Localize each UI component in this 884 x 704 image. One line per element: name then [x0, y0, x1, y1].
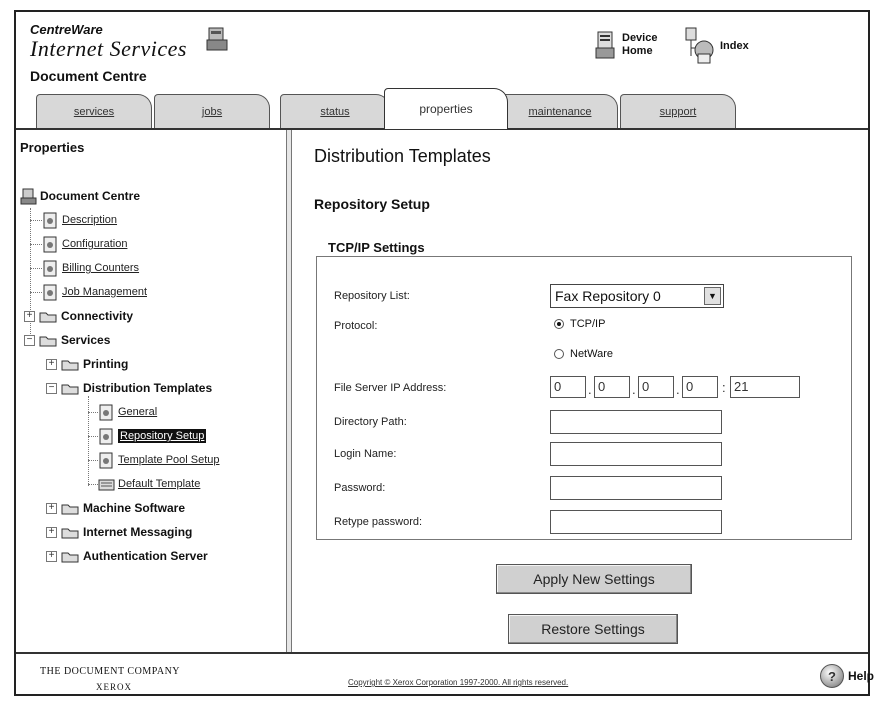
tree-item-connectivity[interactable]: + Connectivity: [24, 306, 133, 326]
collapse-icon[interactable]: −: [24, 335, 35, 346]
tree-item-default-template[interactable]: Default Template: [98, 474, 200, 494]
page-icon: [42, 260, 59, 277]
repository-list-label: Repository List:: [334, 290, 410, 302]
tree-item-printing[interactable]: + Printing: [46, 354, 128, 374]
device-icon: [20, 188, 37, 205]
help-icon: ?: [820, 664, 844, 688]
device-home-link[interactable]: [594, 30, 657, 60]
properties-tree: [16, 130, 286, 650]
protocol-label: Protocol:: [334, 320, 378, 332]
directory-path-field[interactable]: [550, 410, 722, 434]
tree-title: Properties: [20, 140, 85, 155]
tree-root[interactable]: [20, 186, 140, 206]
group-title: TCP/IP Settings: [324, 240, 429, 255]
tree-item-machine-software[interactable]: + Machine Software: [46, 498, 185, 518]
index-link[interactable]: [684, 26, 749, 66]
page-icon: [98, 428, 115, 445]
folder-icon: [39, 310, 57, 323]
page-icon: [98, 404, 115, 421]
port-field[interactable]: 21: [730, 376, 800, 398]
tree-item-distribution-templates[interactable]: − Distribution Templates: [46, 378, 212, 398]
password-label: Password:: [334, 482, 386, 494]
main-content: Distribution Templates Repository Setup TCP/IP Settings Repository List: Fax Repository 0 ▼ Protocol: TCP/IP NetWare File Server IP Address: 0 . 0 . 0 . 0 : 21 Directory Path: Login Name: Password: Retype password: Apply New Settings Restore Settings: [292, 130, 868, 652]
tab-support[interactable]: support: [620, 94, 736, 128]
radio-selected-icon: [554, 319, 564, 329]
folder-open-icon: [61, 382, 79, 395]
selected-item-label: Repository Setup: [120, 430, 205, 442]
login-name-field[interactable]: [550, 442, 722, 466]
dropdown-arrow-icon: ▼: [704, 287, 721, 305]
copyright-link[interactable]: Copyright © Xerox Corporation 1997-2000. All rights reserved.: [348, 678, 569, 687]
help-label: Help: [848, 669, 875, 683]
folder-icon: [61, 550, 79, 563]
index-label: Index: [720, 40, 749, 52]
footer-company: THE DOCUMENT COMPANY: [40, 666, 181, 677]
restore-settings-button[interactable]: Restore Settings: [508, 614, 678, 644]
ip-octet-2[interactable]: 0: [594, 376, 630, 398]
tree-item-services[interactable]: − Services: [24, 330, 110, 350]
password-field[interactable]: [550, 476, 722, 500]
tree-item-billing-counters[interactable]: Billing Counters: [42, 258, 139, 278]
directory-path-label: Directory Path:: [334, 416, 407, 428]
protocol-netware-radio[interactable]: NetWare: [554, 348, 613, 360]
page-title: Distribution Templates: [314, 146, 491, 166]
folder-icon: [61, 526, 79, 539]
page-icon: [42, 212, 59, 229]
tree-item-job-management[interactable]: Job Management: [42, 282, 147, 302]
apply-new-settings-button[interactable]: Apply New Settings: [496, 564, 692, 594]
ip-octet-3[interactable]: 0: [638, 376, 674, 398]
tree-item-internet-messaging[interactable]: + Internet Messaging: [46, 522, 192, 542]
page-icon: [42, 284, 59, 301]
expand-icon[interactable]: +: [46, 527, 57, 538]
help-link[interactable]: [820, 664, 874, 688]
header: [16, 12, 868, 128]
page-icon: [42, 236, 59, 253]
folder-icon: [61, 358, 79, 371]
tab-bar: [28, 84, 858, 128]
template-icon: [98, 476, 115, 493]
page-icon: [98, 452, 115, 469]
retype-password-label: Retype password:: [334, 516, 423, 528]
ip-octet-1[interactable]: 0: [550, 376, 586, 398]
tab-status[interactable]: status: [280, 94, 390, 128]
device-home-label-1: Device: [622, 32, 658, 44]
tree-item-configuration[interactable]: Configuration: [42, 234, 127, 254]
radio-icon: [554, 349, 564, 359]
section-title: Repository Setup: [314, 196, 430, 212]
login-name-label: Login Name:: [334, 448, 397, 460]
footer-brand: XEROX: [96, 682, 132, 692]
browser-frame: [14, 10, 875, 696]
tree-root-label: Document Centre: [40, 189, 141, 203]
protocol-tcpip-radio[interactable]: TCP/IP: [554, 318, 605, 330]
expand-icon[interactable]: +: [46, 503, 57, 514]
device-name: Document Centre: [30, 68, 147, 84]
folder-icon: [61, 502, 79, 515]
tab-services[interactable]: services: [36, 94, 152, 128]
tree-item-template-pool-setup[interactable]: Template Pool Setup: [98, 450, 220, 470]
index-icon: [684, 26, 716, 66]
tab-jobs[interactable]: jobs: [154, 94, 270, 128]
expand-icon[interactable]: +: [24, 311, 35, 322]
file-server-ip-label: File Server IP Address:: [334, 382, 447, 394]
tree-item-repository-setup[interactable]: [98, 426, 206, 446]
collapse-icon[interactable]: −: [46, 383, 57, 394]
retype-password-field[interactable]: [550, 510, 722, 534]
device-home-icon: [594, 30, 618, 60]
tab-properties[interactable]: properties: [384, 88, 508, 129]
folder-open-icon: [39, 334, 57, 347]
printer-logo-icon: [206, 26, 228, 52]
device-home-label-2: Home: [622, 45, 653, 57]
brand-line2: Internet Services: [30, 36, 187, 61]
expand-icon[interactable]: +: [46, 359, 57, 370]
footer-divider: [16, 652, 868, 654]
tab-maintenance[interactable]: maintenance: [502, 94, 618, 128]
expand-icon[interactable]: +: [46, 551, 57, 562]
ip-octet-4[interactable]: 0: [682, 376, 718, 398]
tree-item-general[interactable]: General: [98, 402, 157, 422]
tree-item-description[interactable]: Description: [42, 210, 117, 230]
tree-item-authentication-server[interactable]: + Authentication Server: [46, 546, 208, 566]
repository-list-select[interactable]: Fax Repository 0 ▼: [550, 284, 724, 308]
brand-line1: CentreWare: [30, 22, 103, 37]
